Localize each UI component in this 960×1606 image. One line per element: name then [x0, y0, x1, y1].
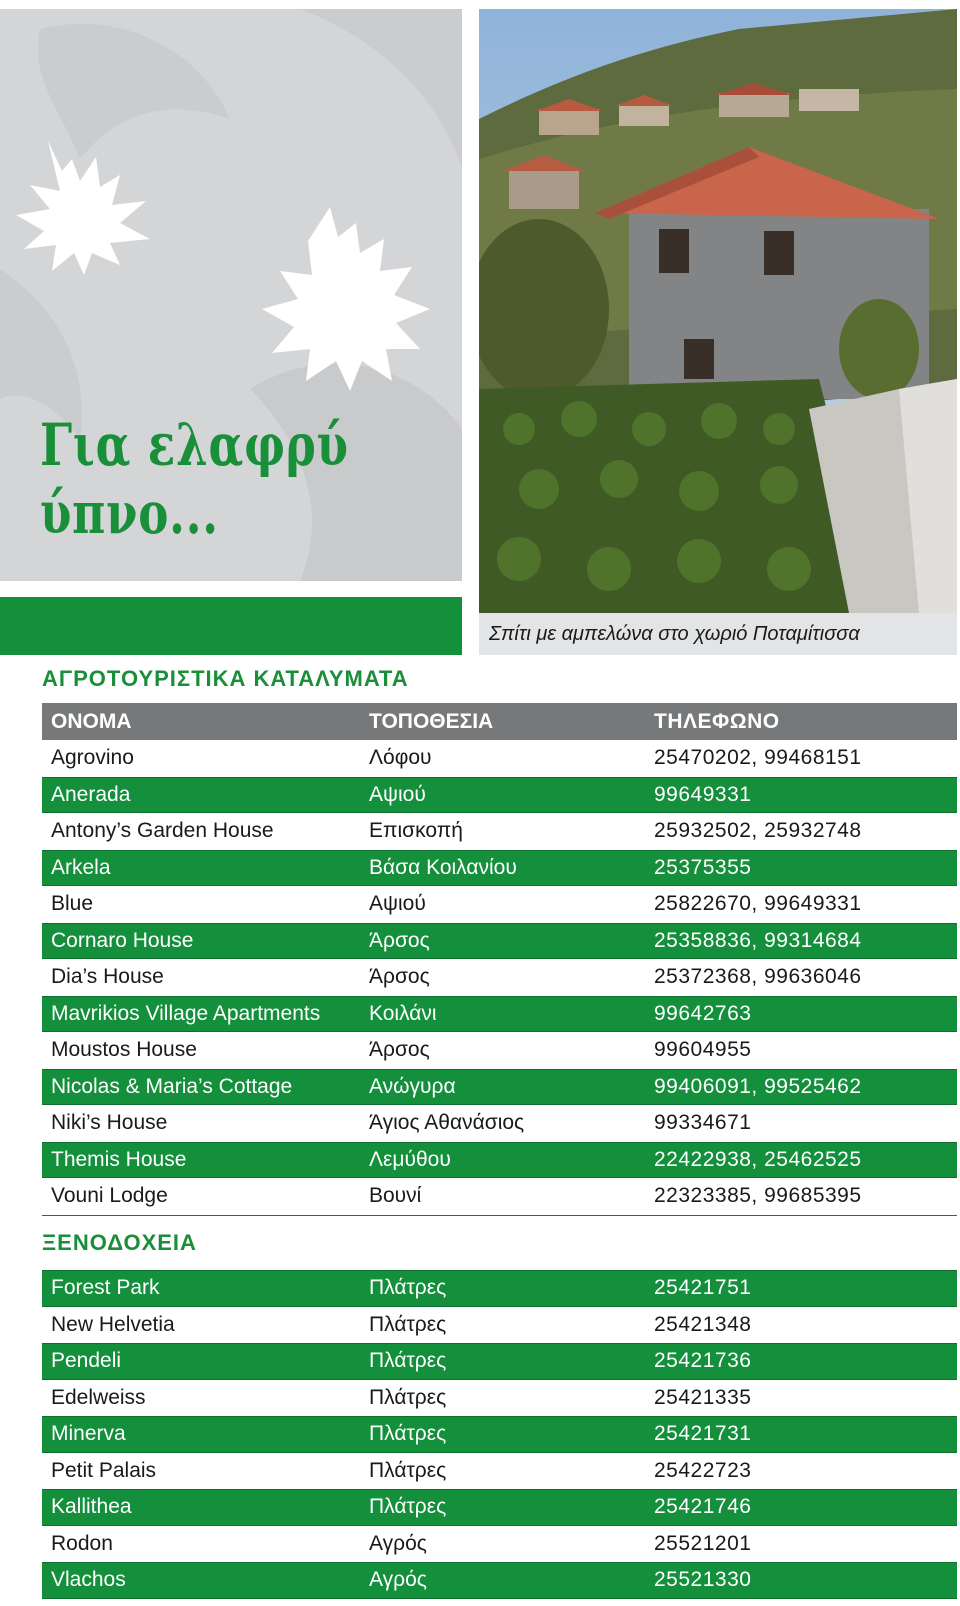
cell-phone: 99334671 [654, 1111, 752, 1135]
cell-name: Kallithea [51, 1495, 132, 1519]
table-row [42, 1526, 957, 1563]
cell-location: Βάσα Κοιλανίου [369, 855, 517, 879]
cell-location: Πλάτρες [369, 1349, 447, 1373]
cell-phone: 25421751 [654, 1276, 752, 1300]
cell-location: Άρσος [369, 965, 430, 989]
cell-name: Mavrikios Village Apartments [51, 1001, 321, 1025]
green-accent-bar [0, 597, 462, 655]
cell-name: New Helvetia [51, 1312, 175, 1336]
cell-name: Minerva [51, 1422, 126, 1446]
cell-name: Antony’s Garden House [51, 819, 274, 843]
cell-location: Πλάτρες [369, 1276, 447, 1300]
cell-location: Άρσος [369, 1038, 430, 1062]
cell-name: Themis House [51, 1147, 187, 1171]
title-line-1: Για ελαφρύ [40, 411, 349, 479]
cell-location: Άρσος [369, 928, 430, 952]
table-row [42, 886, 957, 923]
table-row [42, 1032, 957, 1069]
table-row [42, 1178, 957, 1215]
column-header-phone: ΤΗΛΕΦΩΝΟ [654, 709, 780, 733]
cell-phone: 25421335 [654, 1385, 752, 1409]
table-row [42, 777, 957, 814]
title-line-2: ύπνο... [40, 479, 219, 547]
cell-phone: 99406091, 99525462 [654, 1074, 862, 1098]
cell-name: Nicolas & Maria’s Cottage [51, 1074, 293, 1098]
column-header-location: ΤΟΠΟΘΕΣΙΑ [369, 709, 494, 733]
table-row [42, 1343, 957, 1380]
cell-location: Βουνί [369, 1184, 422, 1208]
table-divider [42, 1215, 957, 1216]
cell-phone: 25521330 [654, 1568, 752, 1592]
table-header-row [42, 703, 957, 740]
agrotourism-section-title: ΑΓΡΟΤΟΥΡΙΣΤΙΚΑ ΚΑΤΑΛΥΜΑΤΑ [42, 666, 409, 691]
cell-location: Κοιλάνι [369, 1001, 437, 1025]
cell-location: Λόφου [369, 746, 432, 770]
cell-location: Επισκοπή [369, 819, 463, 843]
cell-name: Anerada [51, 782, 131, 806]
cell-name: Forest Park [51, 1276, 160, 1300]
cell-name: Arkela [51, 855, 111, 879]
agrotourism-rows [42, 740, 957, 1215]
cell-phone: 25375355 [654, 855, 752, 879]
table-row [42, 1270, 957, 1307]
cell-phone: 25822670, 99649331 [654, 892, 862, 916]
cell-name: Moustos House [51, 1038, 197, 1062]
cell-phone: 99649331 [654, 782, 752, 806]
cell-name: Edelweiss [51, 1385, 146, 1409]
photo-illustration [479, 9, 957, 613]
cell-phone: 25421736 [654, 1349, 752, 1373]
cell-location: Ανώγυρα [369, 1074, 456, 1098]
table-row [42, 1069, 957, 1106]
cell-location: Αψιού [369, 782, 426, 806]
table-row [42, 1562, 957, 1599]
cell-name: Niki’s House [51, 1111, 168, 1135]
village-house-photo [479, 9, 957, 613]
hotels-rows [42, 1270, 957, 1599]
table-row [42, 1489, 957, 1526]
cell-phone: 22422938, 25462525 [654, 1147, 862, 1171]
table-row [42, 1453, 957, 1490]
cell-location: Αψιού [369, 892, 426, 916]
cell-location: Πλάτρες [369, 1495, 447, 1519]
photo-caption: Σπίτι με αμπελώνα στο χωριό Ποταμίτισσα [479, 613, 957, 655]
cell-phone: 25521201 [654, 1531, 752, 1555]
cell-location: Άγιος Αθανάσιος [369, 1111, 525, 1135]
table-row [42, 923, 957, 960]
cell-phone: 25470202, 99468151 [654, 746, 862, 770]
table-row [42, 959, 957, 996]
cell-phone: 25358836, 99314684 [654, 928, 862, 952]
table-row [42, 1142, 957, 1179]
cell-location: Αγρός [369, 1568, 427, 1592]
cell-phone: 25372368, 99636046 [654, 965, 862, 989]
hotels-section-title: ΞΕΝΟΔΟΧΕΙΑ [42, 1230, 197, 1255]
hero-panel [0, 9, 462, 581]
page-title [40, 411, 349, 547]
cell-name: Vouni Lodge [51, 1184, 168, 1208]
cell-location: Πλάτρες [369, 1385, 447, 1409]
cell-location: Λεμύθου [369, 1147, 451, 1171]
table-row [42, 1416, 957, 1453]
cell-phone: 25421348 [654, 1312, 752, 1336]
cell-phone: 25422723 [654, 1458, 752, 1482]
hotels-table [42, 1270, 957, 1599]
cell-location: Αγρός [369, 1531, 427, 1555]
cell-phone: 99604955 [654, 1038, 752, 1062]
table-row [42, 996, 957, 1033]
cell-name: Blue [51, 892, 94, 916]
cell-location: Πλάτρες [369, 1422, 447, 1446]
cell-name: Cornaro House [51, 928, 194, 952]
table-row [42, 740, 957, 777]
cell-phone: 22323385, 99685395 [654, 1184, 862, 1208]
cell-name: Rodon [51, 1531, 113, 1555]
cell-phone: 25421746 [654, 1495, 752, 1519]
cell-phone: 99642763 [654, 1001, 752, 1025]
table-row [42, 1105, 957, 1142]
table-row [42, 1380, 957, 1417]
agrotourism-table [42, 703, 957, 1216]
cell-name: Petit Palais [51, 1458, 157, 1482]
table-row [42, 1307, 957, 1344]
table-row [42, 813, 957, 850]
cell-phone: 25932502, 25932748 [654, 819, 862, 843]
cell-name: Vlachos [51, 1568, 126, 1592]
cell-phone: 25421731 [654, 1422, 752, 1446]
cell-name: Dia’s House [51, 965, 164, 989]
column-header-name: ΟΝΟΜΑ [51, 709, 132, 733]
cell-name: Agrovino [51, 746, 134, 770]
cell-location: Πλάτρες [369, 1312, 447, 1336]
cell-name: Pendeli [51, 1349, 122, 1373]
table-row [42, 850, 957, 887]
cell-location: Πλάτρες [369, 1458, 447, 1482]
